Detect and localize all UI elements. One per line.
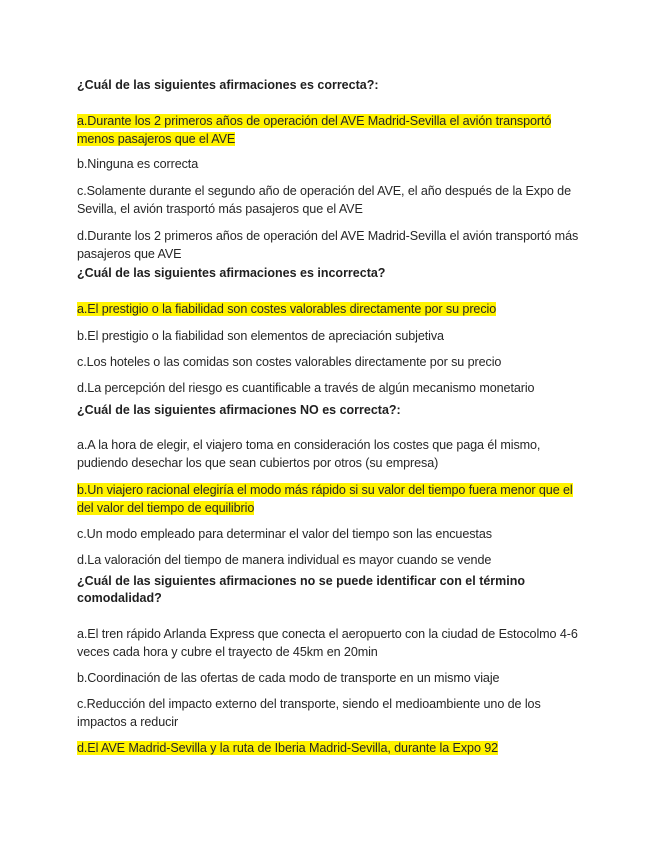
question-2-option-d: d.La percepción del riesgo es cuantificable a través de algún mecanismo monetario xyxy=(77,381,535,395)
question-3-title: ¿Cuál de las siguientes afirmaciones NO es correcta?: xyxy=(77,403,401,417)
question-1-title: ¿Cuál de las siguientes afirmaciones es correcta?: xyxy=(77,78,379,92)
question-3-option-d: d.La valoración del tiempo de manera individual es mayor cuando se vende xyxy=(77,553,492,567)
question-1-option-d: d.Durante los 2 primeros años de operación del AVE Madrid-Sevilla el avión transportó más pasajeros que AVE xyxy=(77,229,579,261)
question-3-option-a: a.A la hora de elegir, el viajero toma en consideración los costes que paga él mismo, pudiendo desechar los que sean cubiertos por otros (su empresa) xyxy=(77,438,541,470)
question-1-option-c: c.Solamente durante el segundo año de operación del AVE, el año después de la Expo de Sevilla, el avión trasportó más pasajeros que el AVE xyxy=(77,184,571,216)
answer-highlight: a.Durante los 2 primeros años de operación del AVE Madrid-Sevilla el avión transportó menos pasajeros que el AVE xyxy=(77,114,552,146)
question-2-option-b: b.El prestigio o la fiabilidad son elementos de apreciación subjetiva xyxy=(77,329,444,343)
question-4-title: ¿Cuál de las siguientes afirmaciones no se puede identificar con el término comodalidad? xyxy=(77,574,526,605)
question-4-option-a: a.El tren rápido Arlanda Express que conecta el aeropuerto con la ciudad de Estocolmo 4-6 veces cada hora y cubre el trayecto de 45km en 20min xyxy=(77,627,578,659)
question-1-option-b: b.Ninguna es correcta xyxy=(77,157,199,171)
question-4-option-c: c.Reducción del impacto externo del transporte, siendo el medioambiente uno de los impactos a reducir xyxy=(77,697,541,729)
question-2-title: ¿Cuál de las siguientes afirmaciones es incorrecta? xyxy=(77,266,386,280)
question-2-option-a xyxy=(77,301,582,319)
answer-highlight: b.Un viajero racional elegiría el modo más rápido si su valor del tiempo fuera menor que el del valor del tiempo de equilibrio xyxy=(77,483,573,515)
answer-highlight: d.El AVE Madrid-Sevilla y la ruta de Iberia Madrid-Sevilla, durante la Expo 92 xyxy=(77,741,499,755)
question-3-option-c: c.Un modo empleado para determinar el valor del tiempo son las encuestas xyxy=(77,527,492,541)
question-4-option-b: b.Coordinación de las ofertas de cada modo de transporte en un mismo viaje xyxy=(77,671,500,685)
question-3-option-b xyxy=(77,482,582,517)
question-2-option-c: c.Los hoteles o las comidas son costes valorables directamente por su precio xyxy=(77,355,502,369)
question-1-option-a xyxy=(77,113,582,148)
question-4-option-d xyxy=(77,740,582,758)
answer-highlight: a.El prestigio o la fiabilidad son costes valorables directamente por su precio xyxy=(77,302,497,316)
